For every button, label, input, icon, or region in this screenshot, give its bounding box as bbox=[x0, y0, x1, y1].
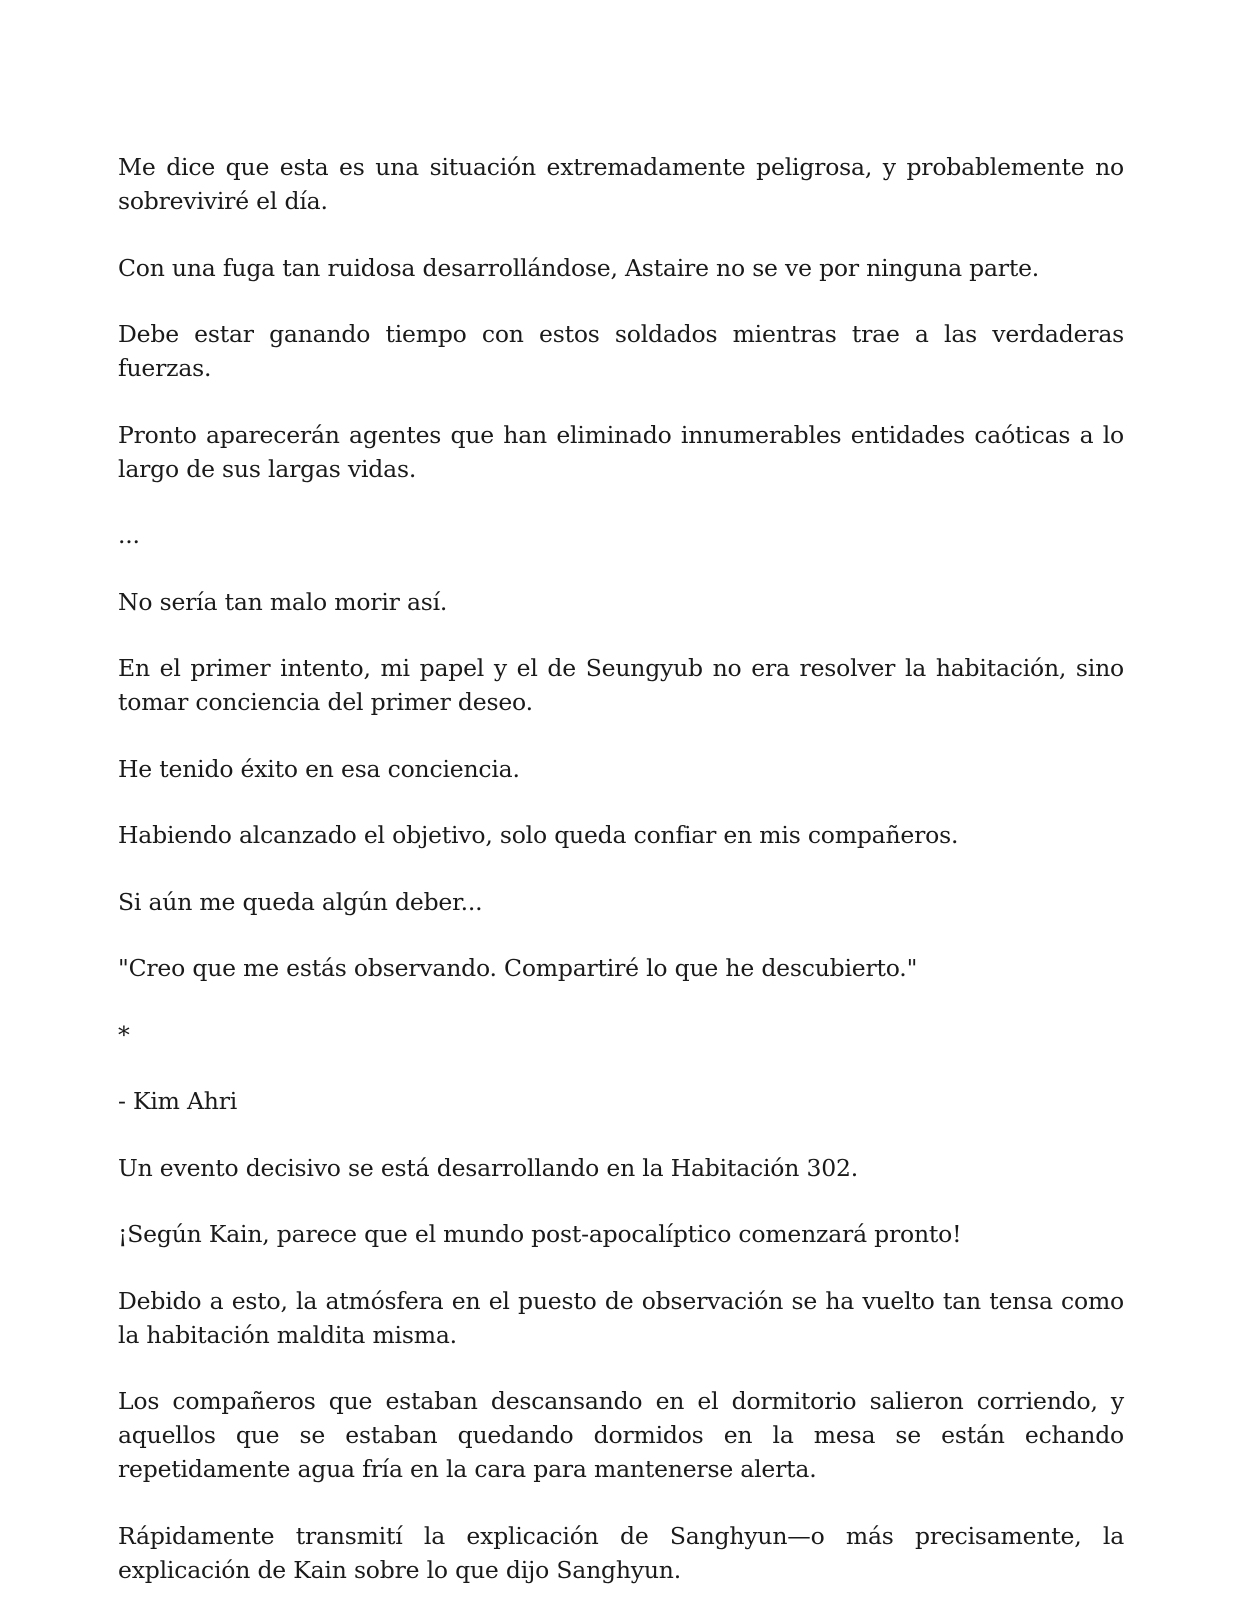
document-body bbox=[118, 150, 1124, 1617]
quote-paragraph: "Creo que me estás observando. Compartiré lo que he descubierto." bbox=[118, 954, 918, 982]
paragraph: Rápidamente transmití la explicación de Sanghyun—o más precisamente, la explicación de Kain sobre lo que dijo Sanghyun. bbox=[118, 1521, 1124, 1584]
paragraph: Me dice que esta es una situación extremadamente peligrosa, y probablemente no sobreviviré el día. bbox=[118, 153, 1124, 215]
paragraph: Con una fuga tan ruidosa desarrollándose, Astaire no se ve por ninguna parte. bbox=[118, 253, 1040, 282]
paragraph: ¡Según Kain, parece que el mundo post-apocalíptico comenzará pronto! bbox=[118, 1220, 962, 1248]
paragraph: Debido a esto, la atmósfera en el puesto de observación se ha vuelto tan tensa como la habitación maldita misma. bbox=[118, 1286, 1124, 1349]
section-separator: * bbox=[118, 1020, 130, 1049]
paragraph: Los compañeros que estaban descansando en el dormitorio salieron corriendo, y aquellos que se estaban quedando dormidos en la mesa se están echando repetidamente agua fría en la cara para mantenerse alerta. bbox=[118, 1387, 1124, 1483]
paragraph: En el primer intento, mi papel y el de Seungyub no era resolver la habitación, sino tomar conciencia del primer deseo. bbox=[118, 654, 1124, 716]
paragraph: Pronto aparecerán agentes que han eliminado innumerables entidades caóticas a lo largo de sus largas vidas. bbox=[118, 420, 1124, 483]
ellipsis-paragraph: ... bbox=[118, 521, 140, 549]
paragraph: Habiendo alcanzado el objetivo, solo queda confiar en mis compañeros. bbox=[118, 821, 959, 849]
paragraph: No sería tan malo morir así. bbox=[118, 587, 448, 616]
pov-heading: - Kim Ahri bbox=[118, 1087, 238, 1115]
paragraph: Si aún me queda algún deber... bbox=[118, 887, 483, 916]
paragraph: Debe estar ganando tiempo con estos soldados mientras trae a las verdaderas fuerzas. bbox=[118, 320, 1124, 382]
paragraph: Un evento decisivo se está desarrollando en la Habitación 302. bbox=[118, 1153, 858, 1182]
paragraph: He tenido éxito en esa conciencia. bbox=[118, 754, 520, 783]
